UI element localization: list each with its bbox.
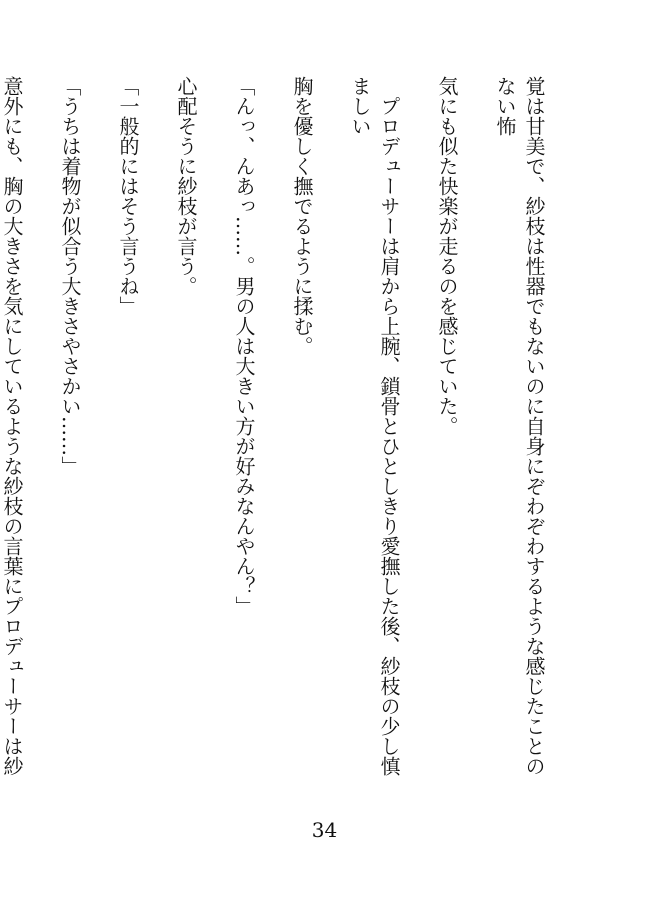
text-line: 意外にも、胸の大きさを気にしているような紗枝の言葉にプロデューサーは紗 (0, 76, 24, 776)
page-number: 34 (311, 818, 338, 842)
text-line: プロデューサーは肩から上腕、鎖骨とひとしきり愛撫した後、紗枝の少し慎ましい (348, 76, 401, 776)
text-line: 心配そうに紗枝が言う。 (174, 76, 198, 296)
text-line: 「んっ、んあっ……。男の人は大きい方が好みなんやん？」 (232, 76, 256, 616)
vertical-text-body (0, 76, 577, 776)
text-line: 「うちは着物が似合う大きさやさかい……」 (58, 76, 82, 476)
text-line: 胸を優しく撫でるように揉む。 (290, 76, 314, 356)
text-line: 覚は甘美で、紗枝は性器でもないのに自身にぞわぞわするような感じたことのない怖 (493, 76, 546, 776)
text-line: 気にも似た快楽が走るのを感じていた。 (435, 76, 459, 436)
text-line: 「一般的にはそう言うね」 (116, 76, 140, 316)
